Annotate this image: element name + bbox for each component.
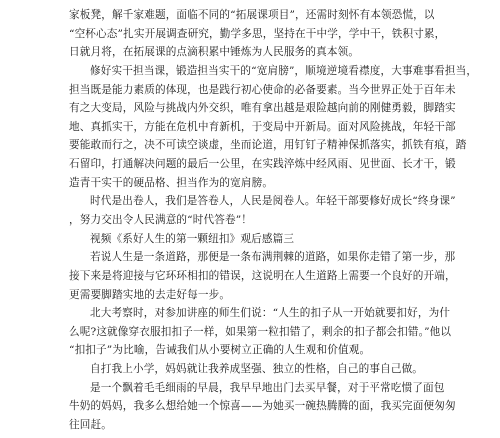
text-line-2: “空杯心态”扎实开展调查研究，勤学多思，坚持在干中学，学中干，铁积寸累， — [69, 27, 446, 40]
text-line-11: 时代是出卷人，我们是答卷人，人民是阅卷人。年轻干部要修好成长“终身课” — [90, 195, 456, 208]
text-line-14: 若说人生是一条道路，那便是一条布满荆棘的道路，如果你走错了第一步，那 — [90, 251, 456, 264]
section-heading: 视频《系好人生的第一颗纽扣》观后感篇三 — [90, 232, 295, 245]
text-line-7: 地、真抓实干，方能在危机中育新机，于变局中开新局。面对风险挑战，年轻干部 — [69, 120, 456, 133]
text-line-8: 要能敢而行之，决不可读空谈虚，坐而论道，用钉钉子精神保抓落实，抓铁有痕，踏 — [69, 139, 467, 152]
text-line-19: “扣扣子”为比喻，告诫我们从小要树立正确的人生观和价值观。 — [69, 344, 371, 357]
text-line-21: 是一个飘着毛毛细雨的早晨，我早早地出门去买早餐，对于平常吃惯了面包 — [90, 381, 445, 394]
text-line-16: 更需要脚踏实地的去走好每一步。 — [69, 288, 231, 301]
text-line-15: 接下来是将迎接与它环环相扣的错误，这说明在人生道路上需要一个良好的开端， — [69, 269, 456, 282]
text-line-20: 自打我上小学，妈妈就让我养成坚强、独立的性格，自己的事自己做。 — [90, 363, 424, 376]
text-line-4: 修好实干担当课，锻造担当实干的“宽肩膀”，顺境逆境看襟度，大事难事看担当， — [90, 64, 478, 77]
text-line-1: 家板凳，解千家难题，面临不同的“拓展课项目”，还需时刻怀有本领恐慌，以 — [69, 9, 435, 21]
text-line-17: 北大考察时，对参加讲座的师生们说：“人生的扣子从一开始就要扣好，为什 — [90, 307, 451, 320]
text-line-5: 担当既是能力素质的体现，也是践行初心使命的必备要素。当今世界正处于百年未 — [69, 83, 456, 96]
text-line-6: 有之大变局，风险与挑战内外交织，唯有拿出越是艰险越向前的刚健勇毅，脚踏实 — [69, 102, 456, 115]
text-line-22: 牛奶的妈妈，我多么想给她一个惊喜——为她买一碗热腾腾的面，我买完面便匆匆 — [69, 400, 456, 413]
text-line-18: 么呢?这就像穿衣服扣扣子一样，如果第一粒扣错了，剩余的扣子都会扣错。”他以 — [69, 325, 452, 338]
text-line-10: 造青干实干的硬品格、担当作为的宽肩膀。 — [69, 176, 274, 189]
text-line-23: 往回赶。 — [69, 419, 112, 431]
text-line-9: 石留印，打通解决问题的最后一公里，在实践淬炼中经风雨、见世面、长才干，锻 — [69, 158, 456, 171]
text-line-3: 日就月将，在拓展课的点滴积累中锤炼为人民服务的真本领。 — [69, 46, 360, 59]
text-line-12: ，努力交出令人民满意的“时代答卷”！ — [69, 214, 253, 226]
